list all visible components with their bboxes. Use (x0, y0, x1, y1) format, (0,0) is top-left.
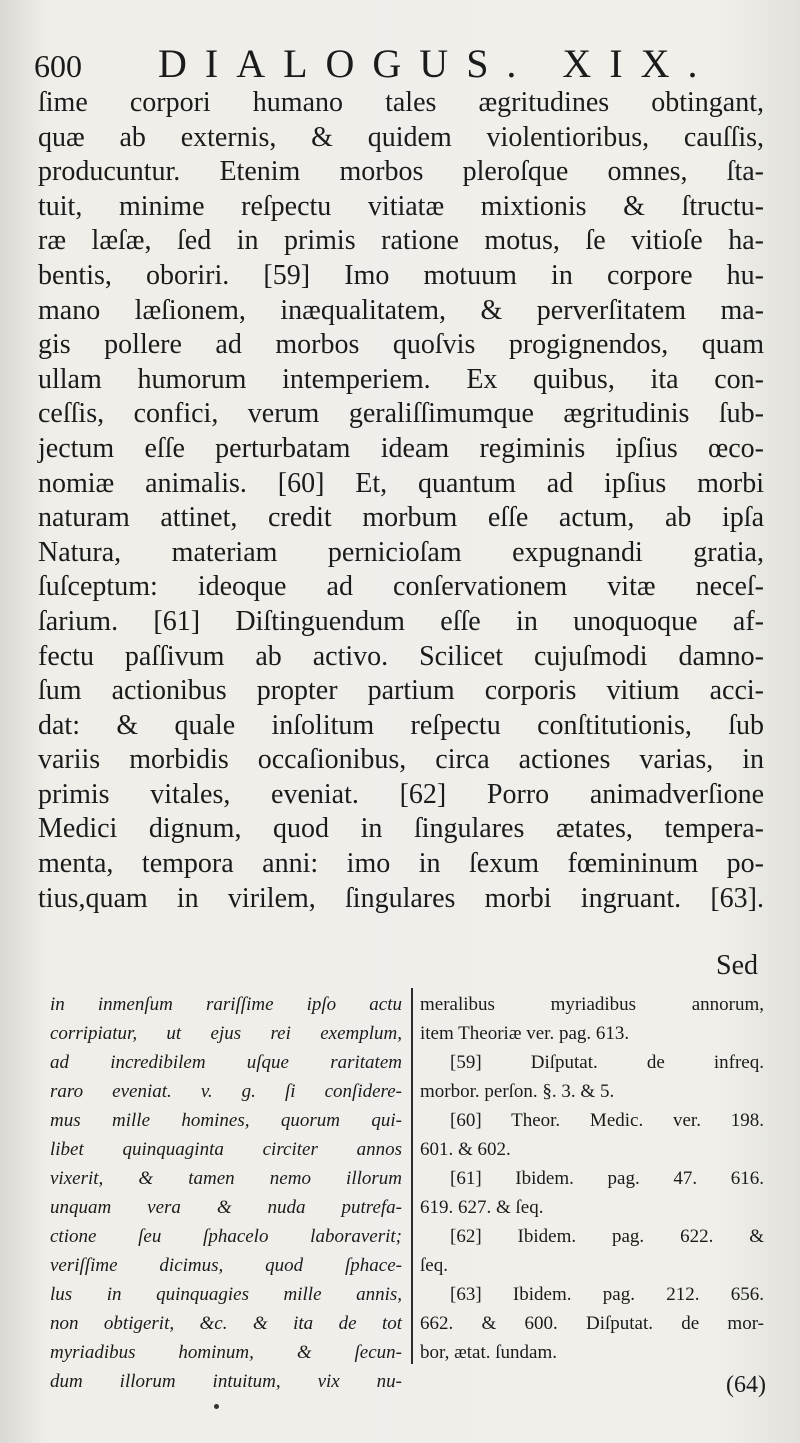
footnote-line: item Theoriæ ver. pag. 613. (420, 1023, 630, 1044)
text-line: Natura, materiam pernicioſam expugnandi gratia, (38, 536, 764, 568)
footnote-line: mus mille homines, quorum qui- (50, 1110, 402, 1131)
text-line: bentis, oboriri. [59] Imo motuum in corpore hu- (38, 259, 764, 291)
text-line: menta, tempora anni: imo in ſexum fœmininum po- (38, 848, 764, 880)
footnote-line: myriadibus hominum, & ſecun- (50, 1342, 402, 1363)
footnote-line: corripiatur, ut ejus rei exemplum, (50, 1023, 402, 1044)
footnote-line: lus in quinquagies mille annis, (50, 1284, 402, 1305)
footnote-line: ad incredibilem uſque raritatem (50, 1052, 402, 1073)
footnote-line: [61] Ibidem. pag. 47. 616. (450, 1168, 764, 1189)
text-line: nomiæ animalis. [60] Et, quantum ad ipſius morbi (38, 467, 764, 499)
text-line: ceſſis, confici, verum geraliſſimumque ægritudinis ſub- (38, 398, 764, 430)
footnote-line: ſeq. (420, 1255, 448, 1276)
footnote-line: 619. 627. & ſeq. (420, 1197, 544, 1218)
footnote-line: [60] Theor. Medic. ver. 198. (450, 1110, 764, 1131)
text-line: quæ ab externis, & quidem violentioribus, cauſſis, (38, 121, 764, 153)
text-line: ſuſceptum: ideoque ad conſervationem vitæ neceſ- (38, 571, 764, 603)
text-line: dat: & quale inſolitum reſpectu conſtitutionis, ſub (38, 709, 764, 741)
footnote-line: raro eveniat. v. g. ſi conſidere- (50, 1081, 402, 1102)
text-line: jectum eſſe perturbatam ideam regiminis ipſius œco- (38, 432, 764, 464)
text-line: variis morbidis occaſionibus, circa actiones varias, in (38, 744, 764, 776)
footnote-line: in inmenſum rariſſime ipſo actu (50, 994, 402, 1015)
text-line: ullam humorum intemperiem. Ex quibus, ita con- (38, 363, 764, 395)
text-line: ræ læſæ, ſed in primis ratione motus, ſe vitioſe ha- (38, 225, 764, 257)
text-line: producuntur. Etenim morbos pleroſque omnes, ſta- (38, 156, 764, 188)
text-line: ſarium. [61] Diſtinguendum eſſe in unoquoque af- (38, 605, 764, 637)
page-number: 600 (34, 48, 82, 84)
running-title: DIALOGUS. XIX. (158, 41, 716, 86)
footnote-line: 662. & 600. Diſputat. de mor- (420, 1313, 764, 1334)
footnote-line: veriſſime dicimus, quod ſphace- (50, 1255, 402, 1276)
main-text-block (38, 86, 764, 916)
page-dot-ornament (214, 1404, 219, 1409)
footnote-column-divider (411, 988, 413, 1364)
signature-mark: (64) (726, 1372, 766, 1398)
page-header (30, 40, 760, 92)
text-line: ſum actionibus propter partium corporis vitium acci- (38, 675, 764, 707)
footnotes-left-column (50, 990, 402, 1396)
text-line: ſime corpori humano tales ægritudines obtingant, (38, 87, 764, 118)
footnote-line: [63] Ibidem. pag. 212. 656. (450, 1284, 764, 1305)
text-line: tuit, minime reſpectu vitiatæ mixtionis & ſtructu- (38, 190, 764, 222)
text-line: primis vitales, eveniat. [62] Porro animadverſione (38, 778, 764, 810)
footnote-line: non obtigerit, &c. & ita de tot (50, 1313, 402, 1334)
footnote-line: libet quinquaginta circiter annos (50, 1139, 402, 1160)
footnote-line: ctione ſeu ſphacelo laboraverit; (50, 1226, 402, 1247)
footnote-line: dum illorum intuitum, vix nu- (50, 1371, 402, 1392)
text-line: gis pollere ad morbos quoſvis progignendos, quam (38, 329, 764, 361)
text-line: Medici dignum, quod in ſingulares ætates, tempera- (38, 813, 764, 845)
text-line: fectu paſſivum ab activo. Scilicet cujuſmodi damno- (38, 640, 764, 672)
footnote-line: unquam vera & nuda putrefa- (50, 1197, 402, 1218)
footnote-line: 601. & 602. (420, 1139, 511, 1160)
catchword: Sed (716, 950, 758, 981)
footnote-line: meralibus myriadibus annorum, (420, 994, 764, 1015)
footnotes-right-column (420, 990, 764, 1367)
footnote-line: bor, ætat. ſundam. (420, 1342, 557, 1363)
footnote-line: [62] Ibidem. pag. 622. & (450, 1226, 764, 1247)
text-line: naturam attinet, credit morbum eſſe actum, ab ipſa (38, 502, 764, 534)
text-line: tius,quam in virilem, ſingulares morbi ingruant. [63]. (38, 882, 764, 914)
footnote-line: [59] Diſputat. de infreq. (450, 1052, 764, 1073)
footnote-line: morbor. perſon. §. 3. & 5. (420, 1081, 615, 1102)
text-line: mano læſionem, inæqualitatem, & perverſitatem ma- (38, 294, 764, 326)
footnote-line: vixerit, & tamen nemo illorum (50, 1168, 402, 1189)
